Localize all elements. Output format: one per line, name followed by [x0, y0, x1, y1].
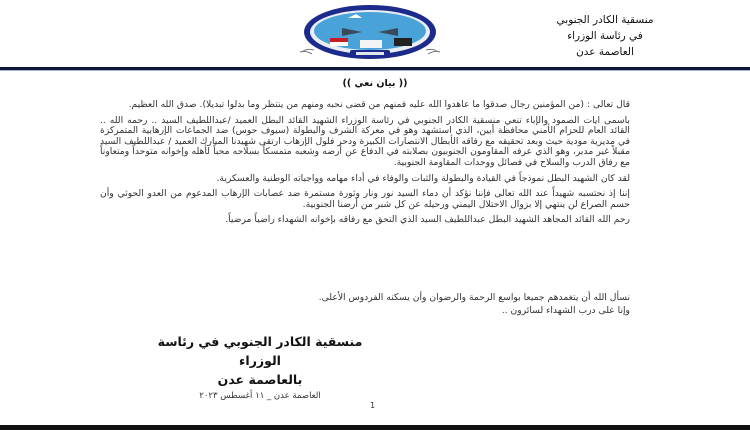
- paragraph-pledge: إننا إذ نحتسبه شهيداً عند الله تعالى فإننا نؤكد أن دماء السيد نور ونار وثورة مستمرة ضد عصابات الإرهاب المدعوم من العدو الحوثي وأن حسم الصراع لن ينتهي إلا بزوال الاحتلال اليمني ورحيله عن كل شبر من أرضنا الجنوبية.: [100, 188, 630, 210]
- paragraph-announcement: باسمى ايات الصمود والإباء تنعي منسقية الكادر الجنوبي في رئاسة الوزراء الشهيد القائد البطل العميد /عبداللطيف السيد .. رحمه الله .. القائد العام للحزام الأمني محافظة أبين، الذي استشهد وهو في معركة الشرف والبطولة (سيوف حوس) ضد الجماعات الإرهابية المتمركزة في مديرية مودية حيث وبعد تحقيقه مع رفاقه الأبطال الانتصارات الكبيرة ودحر فلول الإرهاب ارتقى شهيدنا المبارك العميد / عبداللطيف السيد مقبلاً غير مدبر، وهو الذي عرفه المقاومون الجنوبيون بصلابته في الدفاع عن أرضه وشعبه متمسكاً بسلاحه محباً لأهله وإخوانه متوحداً ومتعاوناً مع رفاق الدرب والسلاح في فصائل ووحدات المقاومة الجنوبية.: [100, 114, 630, 168]
- header-line-3: العاصمة عدن: [576, 46, 634, 58]
- page-number: 1: [370, 401, 376, 410]
- organization-logo: [290, 4, 450, 62]
- header-organization: [520, 12, 690, 60]
- closing-line-2: وإنا على درب الشهداء لسائرون ..: [501, 305, 630, 316]
- signature-line-1: منسقية الكادر الجنوبي في رئاسة الوزراء: [157, 334, 363, 368]
- header-line-1: منسقية الكادر الجنوبي: [556, 14, 654, 26]
- signature-line-2: بالعاصمة عدن: [217, 372, 303, 387]
- header-divider-accent: [0, 70, 750, 71]
- header-line-2: في رئاسة الوزراء: [567, 30, 643, 42]
- closing-line-1: نسأل الله أن يتغمدهم جميعا بواسع الرحمة والرضوان وأن يسكنه الفردوس الأعلى.: [318, 292, 630, 303]
- closing-section: [180, 291, 630, 317]
- footer-divider: [0, 425, 750, 430]
- signature-date: العاصمة عدن _ ١١ أغسطس ٢٠٢٣: [199, 391, 321, 401]
- paragraph-tribute: لقد كان الشهيد البطل نموذجاً في القيادة والبطولة والثبات والوفاء في أداء مهامه وواجباته الوطنية والعسكرية.: [216, 172, 630, 184]
- document-body: [100, 100, 630, 231]
- signature-block: [140, 332, 380, 403]
- paragraph-prayer: رحم الله القائد المجاهد الشهيد البطل عبداللطيف السيد الذي التحق مع رفاقه بإخوانه الشهداء راضياً مرضياً.: [225, 214, 630, 226]
- paragraph-verse: قال تعالى : (من المؤمنين رجال صدقوا ما عاهدوا الله عليه فمنهم من قضى نحبه ومنهم من ينتظر وما بدلوا تبديلا). صدق الله العظيم.: [128, 99, 630, 110]
- document-title: (( بيان نعي )): [342, 78, 408, 89]
